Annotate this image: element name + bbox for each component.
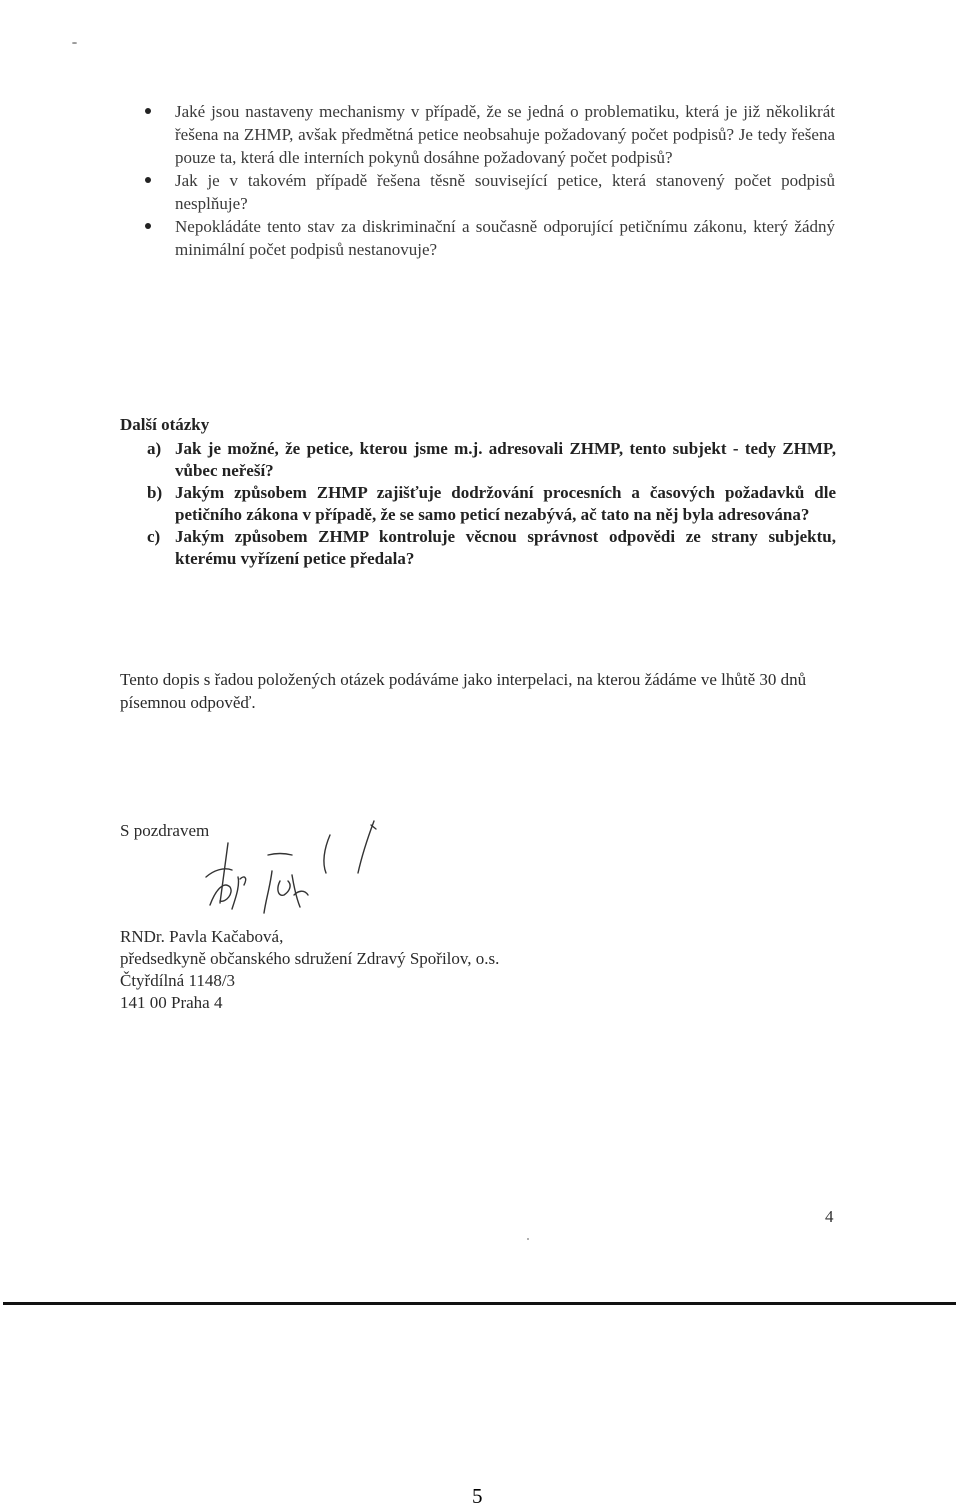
handwritten-signature-icon — [180, 815, 400, 930]
bullet-list — [145, 100, 835, 261]
inner-page-number: 4 — [825, 1207, 834, 1226]
page-divider-rule — [3, 1302, 956, 1305]
greeting: S pozdravem — [120, 821, 210, 840]
sender-role: předsedkyně občanského sdružení Zdravý Spořilov, o.s. — [120, 949, 500, 968]
question-text: Jakým způsobem ZHMP zajišťuje dodržování procesních a časových požadavků dle petičního zákona v případě, že se samo peticí nezabývá, ač tato na něj byla adresována? — [175, 483, 836, 524]
bullet-dot-icon — [145, 108, 151, 114]
section-heading: Další otázky — [120, 415, 210, 434]
question-marker: b) — [147, 483, 163, 502]
sender-name: RNDr. Pavla Kačabová, — [120, 927, 284, 946]
bullet-item — [145, 100, 835, 169]
scan-speck — [527, 1238, 529, 1240]
sender-block — [120, 926, 499, 1014]
question-list — [120, 438, 836, 570]
question-marker: c) — [147, 527, 161, 546]
scan-speck — [72, 42, 77, 44]
bullet-item — [145, 215, 835, 261]
further-questions-section — [120, 414, 836, 570]
bullet-text: Jak je v takovém případě řešena těsně související petice, která stanovený počet podpisů nesplňuje? — [175, 171, 835, 213]
question-marker: a) — [147, 439, 162, 458]
bullet-dot-icon — [145, 177, 151, 183]
bullet-dot-icon — [145, 223, 151, 229]
bullet-item — [145, 169, 835, 215]
question-item — [120, 482, 836, 526]
sender-street: Čtyřdílná 1148/3 — [120, 971, 236, 990]
question-text: Jak je možné, že petice, kterou jsme m.j. adresovali ZHMP, tento subjekt - tedy ZHMP, vůbec neřeší? — [175, 439, 836, 480]
sender-city: 141 00 Praha 4 — [120, 993, 223, 1012]
bullet-text: Jaké jsou nastaveny mechanismy v případě, že se jedná o problematiku, která je již několikrát řešena na ZHMP, avšak předmětná petice neobsahuje požadovaný počet podpisů? Je tedy řešena pouze ta, která dle interních pokynů dosáhne požadovaný počet podpisů? — [175, 102, 835, 167]
question-item — [120, 526, 836, 570]
outer-page-number: 5 — [472, 1484, 483, 1508]
question-text: Jakým způsobem ZHMP kontroluje věcnou správnost odpovědi ze strany subjektu, kterému vyřízení petice předala? — [175, 527, 836, 568]
question-item — [120, 438, 836, 482]
bullet-text: Nepokládáte tento stav za diskriminační a současně odporující petičnímu zákonu, který žádný minimální počet podpisů nestanovuje? — [175, 217, 835, 259]
closing-paragraph: Tento dopis s řadou položených otázek podáváme jako interpelaci, na kterou žádáme ve lhůtě 30 dnů písemnou odpověď. — [120, 670, 807, 712]
